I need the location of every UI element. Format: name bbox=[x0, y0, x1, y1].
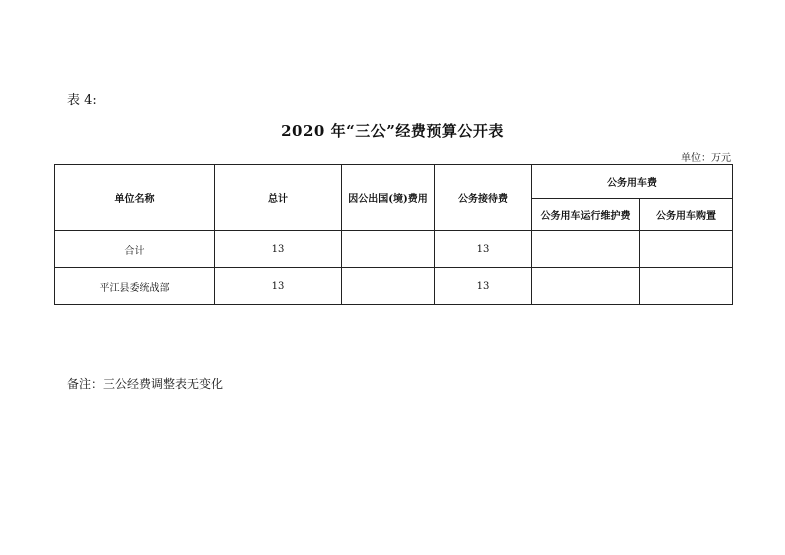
cell-reception: 13 bbox=[435, 268, 532, 305]
table-number-label: 表 4: bbox=[67, 93, 97, 108]
header-total: 总计 bbox=[215, 165, 342, 231]
cell-reception: 13 bbox=[435, 231, 532, 268]
cell-vehicle-purchase bbox=[640, 268, 733, 305]
header-vehicle-maintenance: 公务用车运行维护费 bbox=[532, 199, 640, 231]
cell-total: 13 bbox=[215, 231, 342, 268]
cell-vehicle-purchase bbox=[640, 231, 733, 268]
unit-label: 单位：万元 bbox=[681, 153, 731, 164]
cell-vehicle-maintenance bbox=[532, 268, 640, 305]
page-title: 2020 年“三公”经费预算公开表 bbox=[281, 122, 504, 140]
cell-total: 13 bbox=[215, 268, 342, 305]
cell-unit-name: 合计 bbox=[55, 231, 215, 268]
footnote: 备注：三公经费调整表无变化 bbox=[67, 377, 224, 391]
cell-overseas bbox=[342, 231, 435, 268]
header-reception: 公务接待费 bbox=[435, 165, 532, 231]
table-header-row bbox=[55, 165, 733, 199]
table-row bbox=[55, 268, 733, 305]
header-unit-name: 单位名称 bbox=[55, 165, 215, 231]
cell-unit-name: 平江县委统战部 bbox=[55, 268, 215, 305]
cell-overseas bbox=[342, 268, 435, 305]
budget-table bbox=[54, 164, 733, 305]
header-vehicle: 公务用车费 bbox=[532, 165, 733, 199]
table-row bbox=[55, 231, 733, 268]
header-overseas: 因公出国(境)费用 bbox=[342, 165, 435, 231]
cell-vehicle-maintenance bbox=[532, 231, 640, 268]
header-vehicle-purchase: 公务用车购置 bbox=[640, 199, 733, 231]
